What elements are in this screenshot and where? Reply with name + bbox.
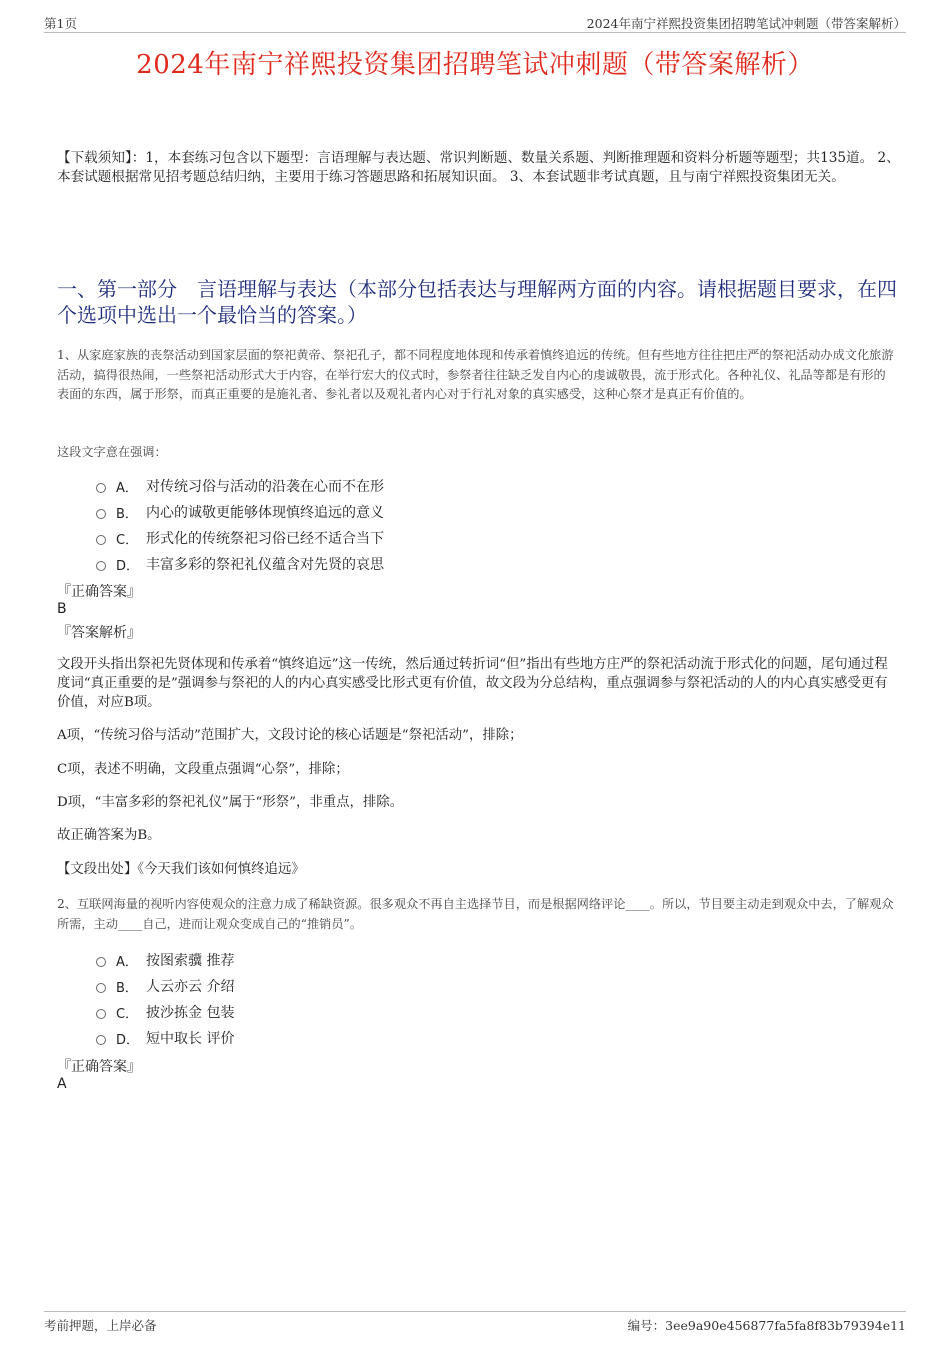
question-2-option-c[interactable]: C． 披沙拣金 包装 — [96, 1002, 234, 1022]
question-1-answer-label: 『正确答案』 — [57, 584, 141, 600]
question-1-option-a[interactable]: A． 对传统习俗与活动的沿袭在心而不在形 — [96, 476, 384, 496]
question-2-option-d[interactable]: D． 短中取长 评价 — [96, 1028, 234, 1048]
question-1-option-d[interactable]: D． 丰富多彩的祭祀礼仪蕴含对先贤的哀思 — [96, 554, 384, 574]
question-2-answer: A — [57, 1076, 67, 1092]
radio-button-icon[interactable] — [96, 483, 106, 493]
document-title: 2024年南宁祥熙投资集团招聘笔试冲刺题（带答案解析） — [136, 50, 814, 80]
section-title: 一、第一部分 言语理解与表达（本部分包括表达与理解两方面的内容。请根据题目要求，在四个选项中选出一个最恰当的答案。） — [57, 277, 897, 327]
radio-button-icon[interactable] — [96, 1009, 106, 1019]
radio-button-icon[interactable] — [96, 509, 106, 519]
question-1-conclusion: 故正确答案为B。 — [57, 828, 161, 843]
question-1-analysis-option-a: A项，“传统习俗与活动”范围扩大，文段讨论的核心话题是“祭祀活动”，排除； — [57, 728, 523, 743]
radio-button-icon[interactable] — [96, 1035, 106, 1045]
question-1-text: 1、从家庭家族的丧祭活动到国家层面的祭祀黄帝、祭祀孔子，都不同程度地体现和传承着慎终追远的传统。但有些地方往往把庄严的祭祀活动办成文化旅游活动，搞得很热闹，一些祭祀活动形式大于内容，在举行宏大的仪式时，参祭者往往缺乏发自内心的虔诚敬畏，流于形式化。各种礼仪、礼品等都是有形的表面的东西，属于形祭，而真正重要的是施礼者、参礼者以及观礼者内心对于行礼对象的真实感受，这种心祭才是真正有价值的。 — [57, 348, 894, 401]
page-number: 第1页 — [44, 16, 77, 31]
question-2-text: 2、互联网海量的视听内容使观众的注意力成了稀缺资源。很多观众不再自主选择节目，而是根据网络评论____。所以，节目要主动走到观众中去，了解观众所需，主动____自己，进而让观众变成自己的“推销员”。 — [57, 897, 894, 931]
radio-button-icon[interactable] — [96, 957, 106, 967]
header-divider — [44, 32, 906, 33]
running-header-title: 2024年南宁祥熙投资集团招聘笔试冲刺题（带答案解析） — [586, 16, 906, 31]
radio-button-icon[interactable] — [96, 983, 106, 993]
question-1-source: 【文段出处】《今天我们该如何慎终追远》 — [57, 862, 305, 877]
radio-button-icon[interactable] — [96, 561, 106, 571]
question-2-option-a[interactable]: A． 按图索骥 推荐 — [96, 950, 234, 970]
question-1-prompt: 这段文字意在强调： — [57, 445, 167, 459]
question-1-analysis-label: 『答案解析』 — [57, 625, 141, 641]
question-1-analysis-option-d: D项，“丰富多彩的祭祀礼仪”属于“形祭”，非重点，排除。 — [57, 795, 404, 810]
footer-divider — [44, 1311, 906, 1312]
question-1-analysis: 文段开头指出祭祀先贤体现和传承着“慎终追远”这一传统，然后通过转折词“但”指出有些地方庄严的祭祀活动流于形式化的问题，尾句通过程度词“真正重要的是”强调参与祭祀的人的内心真实感受比形式更有价值，故文段为分总结构，重点强调参与祭祀活动的人的内心真实感受更有价值，对应B项。 — [57, 657, 888, 710]
download-notice: 【下载须知】：1，本套练习包含以下题型：言语理解与表达题、常识判断题、数量关系题、判断推理题和资料分析题等题型；共135道。 2、本套试题根据常见招考题总结归纳，主要用于练习答题思路和拓展知识面。 3、本套试题非考试真题，且与南宁祥熙投资集团无关。 — [57, 150, 900, 185]
footer-slogan: 考前押题，上岸必备 — [44, 1318, 157, 1333]
question-1-answer: B — [57, 601, 67, 617]
question-1-option-c[interactable]: C． 形式化的传统祭祀习俗已经不适合当下 — [96, 528, 384, 548]
question-1-analysis-option-c: C项，表述不明确，文段重点强调“心祭”，排除； — [57, 762, 349, 777]
question-2-answer-label: 『正确答案』 — [57, 1059, 141, 1075]
question-1-option-b[interactable]: B． 内心的诚敬更能够体现慎终追远的意义 — [96, 502, 384, 522]
question-2-option-b[interactable]: B． 人云亦云 介绍 — [96, 976, 234, 996]
footer-serial-number: 编号：3ee9a90e456877fa5fa8f83b79394e11 — [627, 1318, 906, 1333]
radio-button-icon[interactable] — [96, 535, 106, 545]
